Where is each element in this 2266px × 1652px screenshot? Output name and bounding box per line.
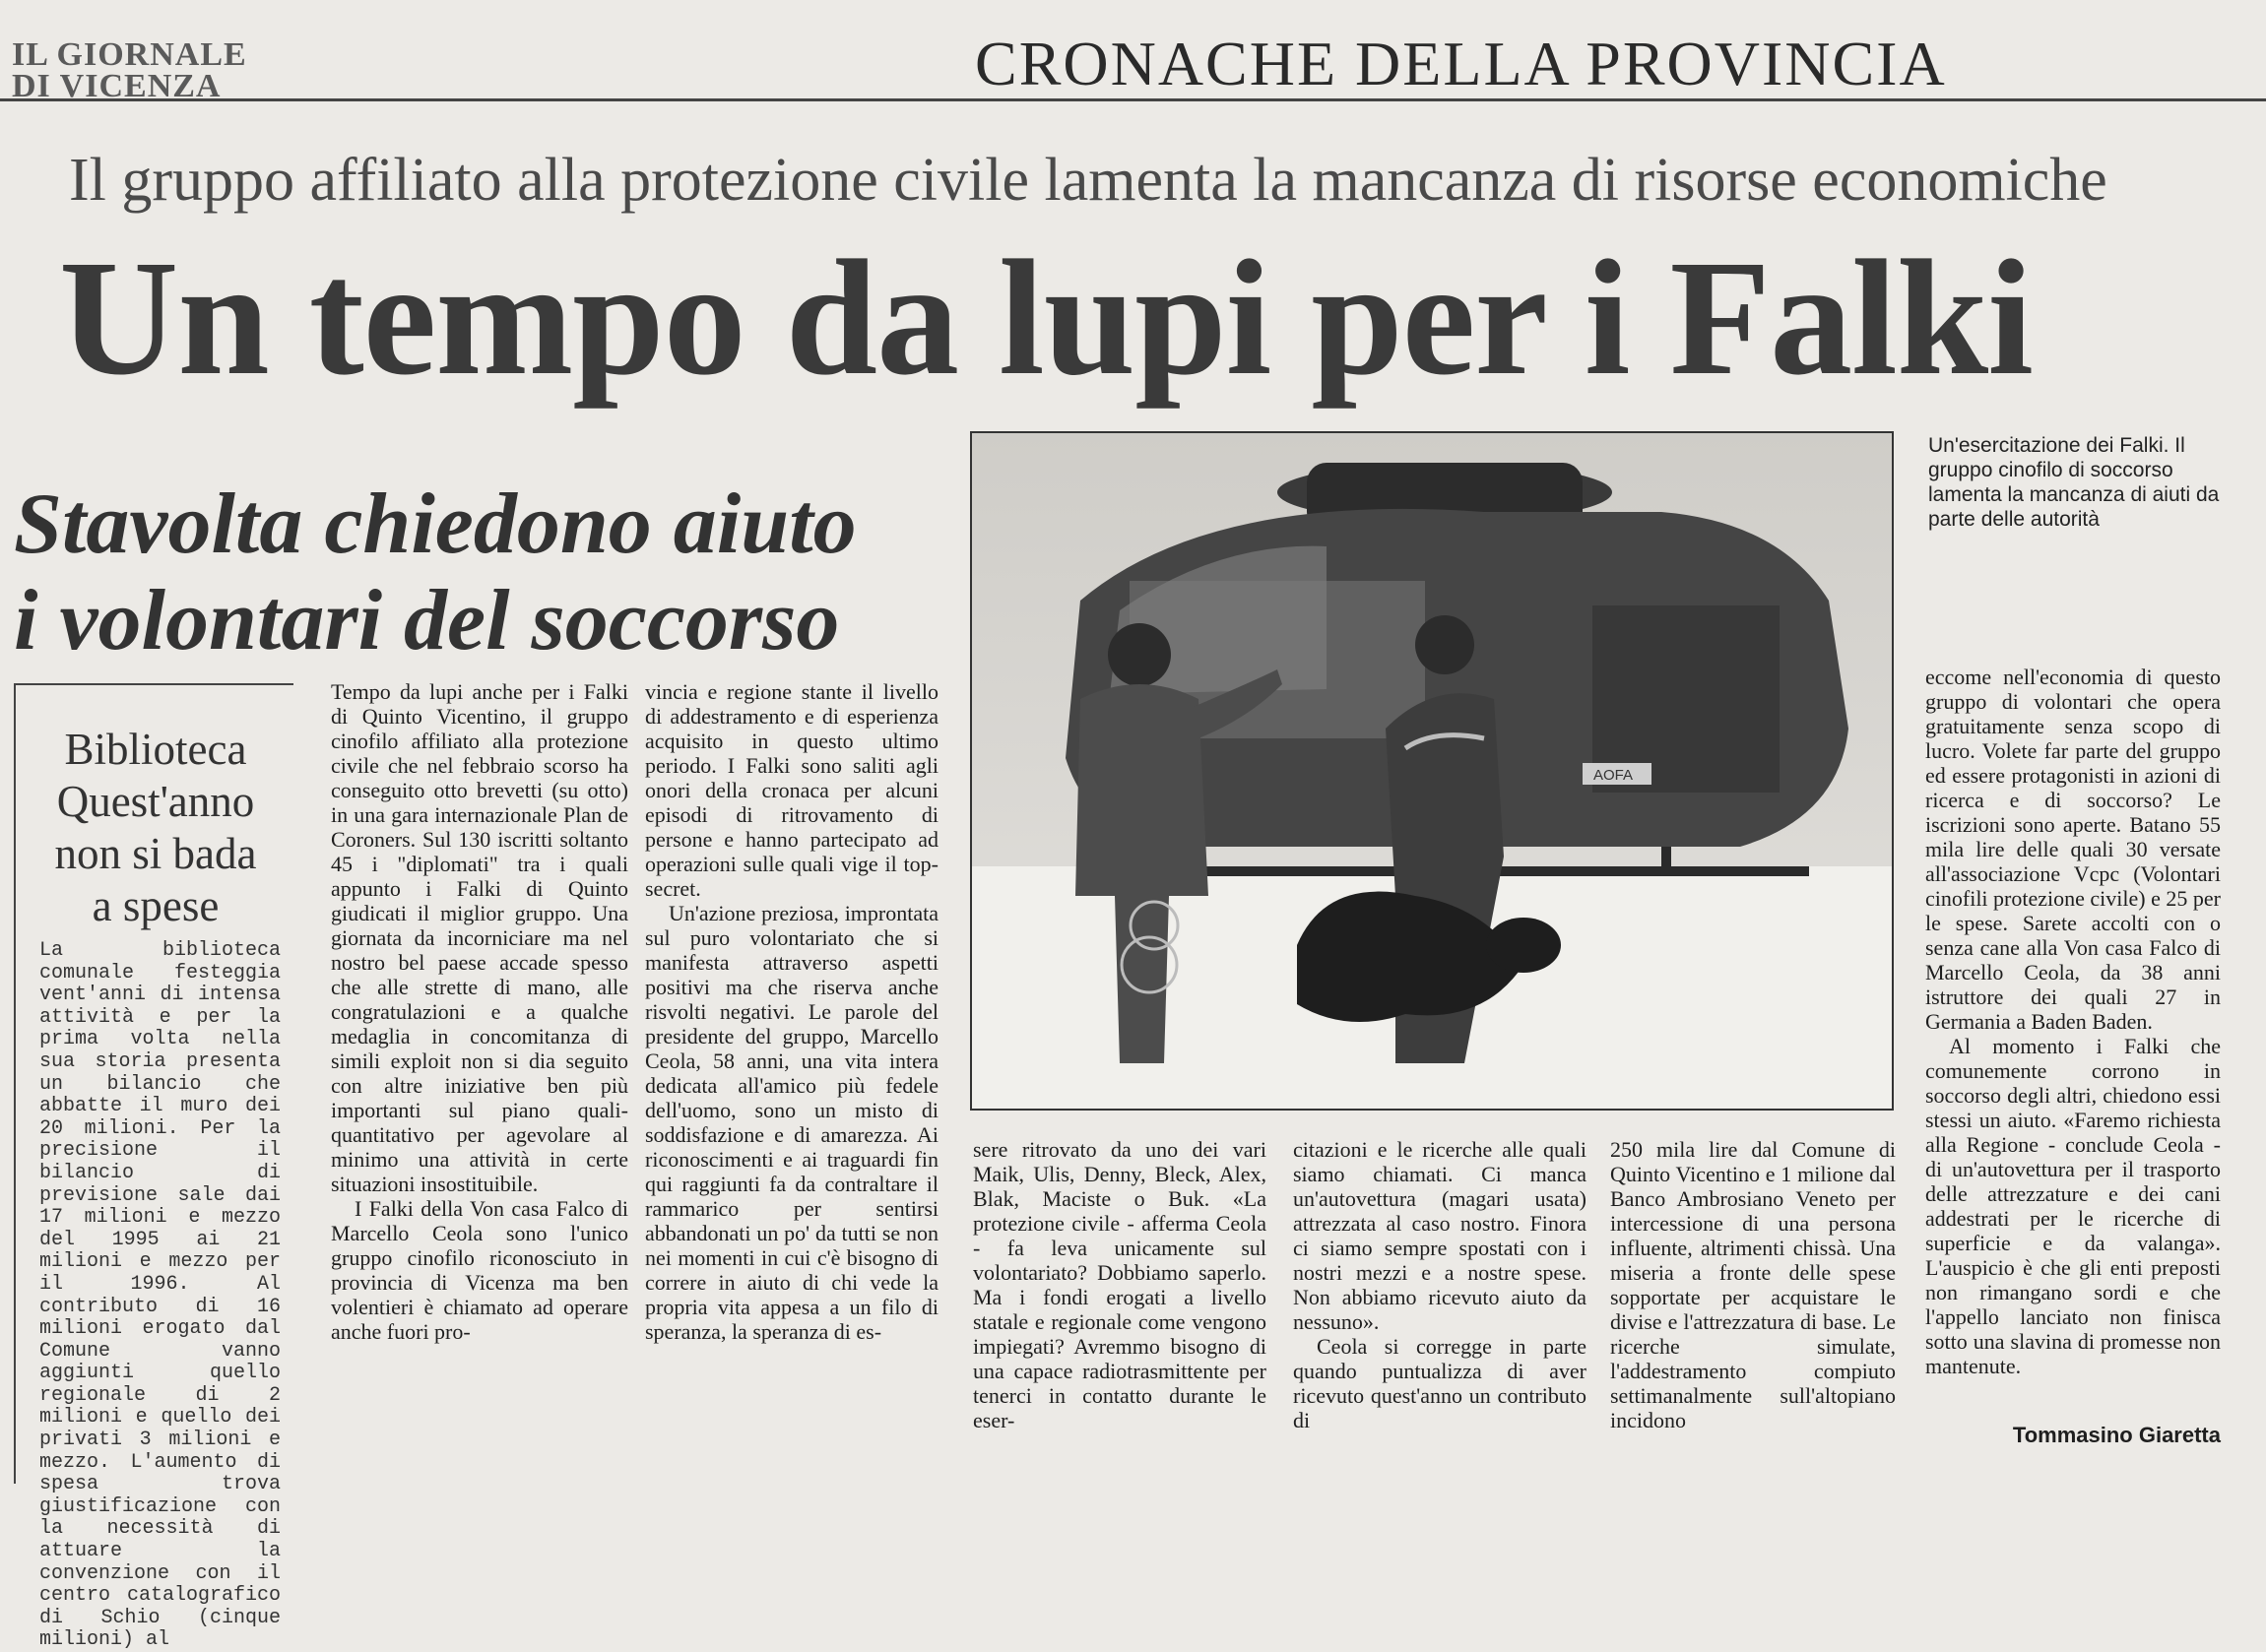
paragraph: 250 mila lire dal Comune di Quinto Vicentino e 1 milione dal Banco Ambrosiano Veneto per intercessione di una persona influente, altrimenti chissà. Una miseria a fronte delle spese sopportate per acquistare le divise e l'attrezzatura di base. Le ricerche simulate, l'addestramento compiuto settimanalmente sull'altopiano incidono [1610, 1137, 1896, 1432]
sidebar-body: La biblioteca comunale festeggia vent'anni di intensa attività e per la prima volta nella sua storia presenta un bilancio che abbatte il muro dei 20 milioni. Per la precisione il bilancio di previsione sale dai 17 milioni e mezzo del 1995 ai 21 milioni e mezzo per il 1996. Al contributo di 16 milioni erogato dal Comune vanno aggiunti quello regionale di 2 milioni e quello dei privati 3 milioni e mezzo. L'aumento di spesa trova giustificazione con la necessità di attuare la convenzione con il centro catalografico di Schio (cinque milioni) al [39, 939, 281, 1652]
paragraph: Un'azione preziosa, improntata sul puro volontariato che si manifesta attraverso aspetti positivi ma che riserva anche risvolti negativi. Le parole del presidente del gruppo, Marcello Ceola, 58 anni, una vita intera dedicata all'amico più fedele dell'uomo, sono un misto di soddisfazione e di amarezza. Ai riconoscimenti e ai traguardi fin qui raggiunti fa da contraltare il rammarico per sentirsi abbandonati un po' da tutti se non nei momenti in cui c'è bisogno di correre in aiuto di chi vede la propria vita appesa a un filo di speranza, la speranza di es- [645, 901, 939, 1344]
paragraph: I Falki della Von casa Falco di Marcello Ceola sono l'unico gruppo cinofilo riconosciuto in provincia di Vicenza ma ben volentieri è chiamato ad operare anche fuori pro- [331, 1196, 628, 1344]
header-rule [0, 98, 2266, 101]
subheadline-line-1: Stavolta chiedono aiuto [14, 477, 857, 572]
photo-caption: Un'esercitazione dei Falki. Il gruppo cinofilo di soccorso lamenta la mancanza di aiuti da parte delle autorità [1928, 434, 2220, 531]
paragraph: Al momento i Falki che comunemente corrono in soccorso degli altri, chiedono essi stessi un aiuto. «Faremo richiesta alla Regione - conclude Ceola - di un'autovettura per il trasporto delle attrezzature e dei cani addestrati per le ricerche di superficie e da valanga». L'auspicio è che gli enti preposti non rimangano sordi e che l'appello lanciato non finisca sotto una slavina di promesse non mantenute. [1925, 1034, 2221, 1378]
helicopter-photo [970, 431, 1894, 1111]
author-signature: Tommasino Giaretta [2012, 1423, 2221, 1447]
main-headline: Un tempo da lupi per i Falki [59, 226, 2033, 410]
sidebar-headline-line: Biblioteca [64, 725, 247, 774]
paragraph: Ceola si corregge in parte quando puntualizza di aver ricevuto quest'anno un contributo di [1293, 1334, 1586, 1432]
article-column-6 [1925, 665, 2221, 1378]
newspaper-masthead [12, 36, 247, 104]
paragraph: citazioni e le ricerche alle quali siamo chiamati. Ci manca un'autovettura (magari usata) attrezzata al caso nostro. Finora ci siamo sempre spostati con i nostri mezzi e a nostre spese. Non abbiamo ricevuto aiuto da nessuno». [1293, 1137, 1586, 1334]
subheadline [14, 477, 959, 669]
subheadline-line-2: i volontari del soccorso [14, 573, 840, 668]
masthead-line-1: IL GIORNALE [12, 36, 247, 73]
sidebar-headline [20, 724, 291, 932]
article-column-5 [1610, 1137, 1896, 1432]
sidebar-headline-line: a spese [92, 881, 220, 930]
article-column-1 [331, 679, 628, 1344]
article-column-3 [973, 1137, 1266, 1432]
helicopter-photo-illustration [972, 433, 1894, 1111]
section-title: CRONACHE DELLA PROVINCIA [975, 29, 1947, 98]
paragraph: vincia e regione stante il livello di addestramento e di esperienza acquisito in questo ultimo periodo. I Falki sono saliti agli onori della cronaca per alcuni episodi di ritrovamento di persone e hanno partecipato ad operazioni sulle quali vige il top-secret. [645, 679, 939, 901]
paragraph: eccome nell'economia di questo gruppo di volontari che opera gratuitamente senza scopo di lucro. Volete far parte del gruppo ed essere protagonisti in azioni di ricerca e di soccorso? Le iscrizioni sono aperte. Batano 55 mila lire delle quali 30 versate all'associazione Vcpc (Volontari cinofili protezione civile) e 25 per le spese. Sarete accolti con o senza cane alla Von casa Falco di Marcello Ceola, da 38 anni istruttore dei quali 27 in Germania a Baden Baden. [1925, 665, 2221, 1034]
paragraph: sere ritrovato da uno dei vari Maik, Ulis, Denny, Bleck, Alex, Blak, Maciste o Buk. «La protezione civile - afferma Ceola - fa leva unicamente sul volontariato? Dobbiamo saperlo. Ma i fondi erogati a livello statale e regionale come vengono impiegati? Avremmo bisogno di una capace radiotrasmittente per tenerci in contatto durante le eser- [973, 1137, 1266, 1432]
article-column-4 [1293, 1137, 1586, 1432]
sidebar-headline-line: non si bada [54, 829, 257, 878]
article-column-2 [645, 679, 939, 1344]
masthead-line-2: DI VICENZA [12, 68, 222, 104]
sidebar-headline-line: Quest'anno [56, 777, 255, 826]
aircraft-marking: AOFA [1593, 767, 1634, 784]
paragraph: Tempo da lupi anche per i Falki di Quinto Vicentino, il gruppo cinofilo affiliato alla protezione civile che nel febbraio scorso ha conseguito otto brevetti (su otto) in una gara internazionale Plan de Coroners. Sul 130 iscritti soltanto 45 i "diplomati" tra i quali appunto i Falki di Quinto giudicati il miglior gruppo. Una giornata da incorniciare ma nel nostro bel paese accade spesso che alle strette di mano, alle congratulazioni e a qualche medaglia in concomitanza di simili exploit non si dia seguito con altre iniziative ben più importanti sul piano quali-quantitativo per agevolare al minimo una attività in certe situazioni insostituibile. [331, 679, 628, 1196]
kicker-headline: Il gruppo affiliato alla protezione civile lamenta la mancanza di risorse economiche [69, 147, 2107, 214]
